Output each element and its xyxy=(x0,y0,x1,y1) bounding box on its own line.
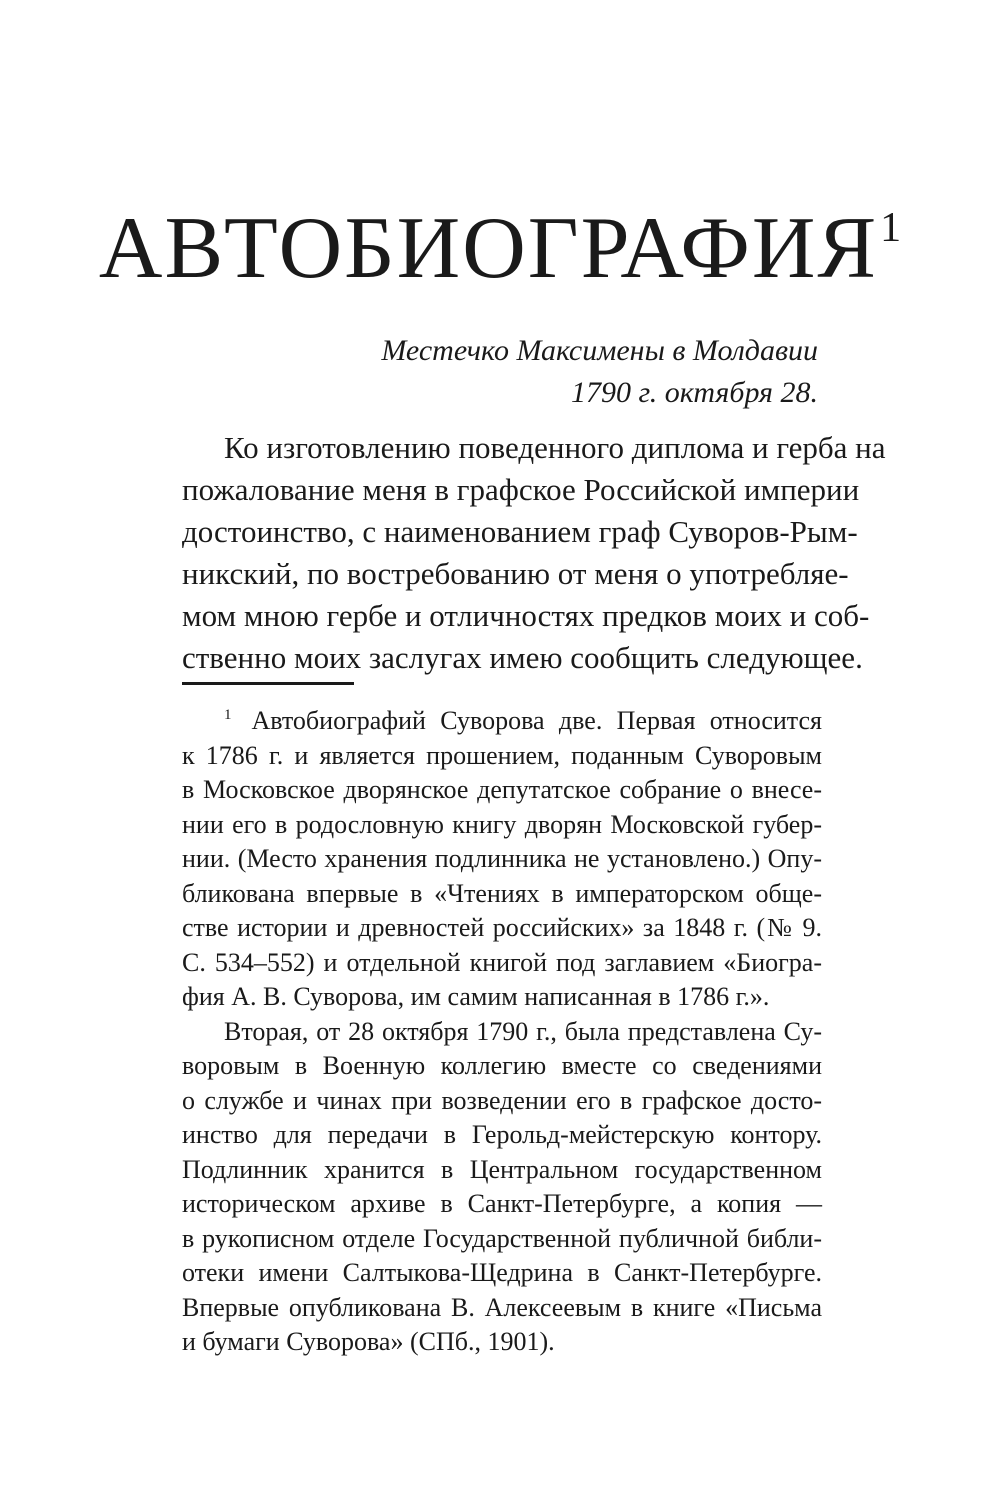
footnote-line xyxy=(182,698,822,739)
footnote-line: и бумаги Суворова» (СПб., 1901). xyxy=(182,1327,555,1356)
body-line: ственно моих заслугах имею сообщить следующее. xyxy=(182,640,863,675)
footnote-line: инство для передачи в Герольд-мейстерскую контору. xyxy=(182,1120,822,1149)
body-line: пожалование меня в графское Российской империи xyxy=(182,472,860,507)
footnote-number: 1 xyxy=(224,707,232,723)
footnote-line: историческом архиве в Санкт-Петербурге, а копия — xyxy=(182,1189,822,1218)
footnote-line: о службе и чинах при возведении его в графское досто- xyxy=(182,1085,822,1115)
footnote-line: Вторая, от 28 октября 1790 г., была представлена Су- xyxy=(224,1016,822,1046)
footnote-line: С. 534–552) и отдельной книгой под заглавием «Биогра- xyxy=(182,947,822,977)
footnote xyxy=(182,698,822,1360)
footnote-line: стве истории и древностей российских» за 1848 г. (№ 9. xyxy=(182,913,822,942)
footnote-separator xyxy=(182,682,354,685)
dateline xyxy=(381,330,818,414)
footnote-line: воровым в Военную коллегию вместе со сведениями xyxy=(182,1051,822,1080)
footnote-reference: 1 xyxy=(880,205,902,251)
body-line: мом мною гербе и отличностях предков моих и соб- xyxy=(182,598,870,633)
footnote-line-text: Автобиографий Суворова две. Первая относится xyxy=(251,706,822,735)
footnote-paragraph-1 xyxy=(182,698,822,1015)
footnote-line: в рукописном отделе Государственной публичной библи- xyxy=(182,1223,822,1253)
chapter-title xyxy=(0,178,1000,299)
body-paragraph xyxy=(182,427,886,679)
footnote-line: Впервые опубликована В. Алексеевым в книге «Письма xyxy=(182,1292,822,1322)
footnote-line: к 1786 г. и является прошением, поданным Суворовым xyxy=(182,740,822,770)
dateline-place: Местечко Максимены в Молдавии xyxy=(381,334,818,367)
dateline-date: 1790 г. октября 28. xyxy=(570,376,818,409)
footnote-line: нии его в родословную книгу дворян Московской губер- xyxy=(182,809,822,839)
footnote-paragraph-2 xyxy=(182,1015,822,1360)
body-line: достоинство, с наименованием граф Суворов-Рым- xyxy=(182,514,858,549)
footnote-line: отеки имени Салтыкова-Щедрина в Санкт-Петербурге. xyxy=(182,1258,822,1287)
footnote-line: фия А. В. Суворова, им самим написанная в 1786 г.». xyxy=(182,982,770,1011)
body-line: Ко изготовлению поведенного диплома и герба на xyxy=(224,430,886,465)
chapter-title-text: АВТОБИОГРАФИЯ xyxy=(98,200,879,297)
footnote-line: бликована впервые в «Чтениях в императорском обще- xyxy=(182,878,822,908)
footnote-line: Подлинник хранится в Центральном государственном xyxy=(182,1154,822,1184)
footnote-line: нии. (Место хранения подлинника не установлено.) Опу- xyxy=(182,844,822,873)
body-line: никский, по востребованию от меня о употребляе- xyxy=(182,556,849,591)
footnote-line: в Московское дворянское депутатское собрание о внесе- xyxy=(182,775,822,804)
